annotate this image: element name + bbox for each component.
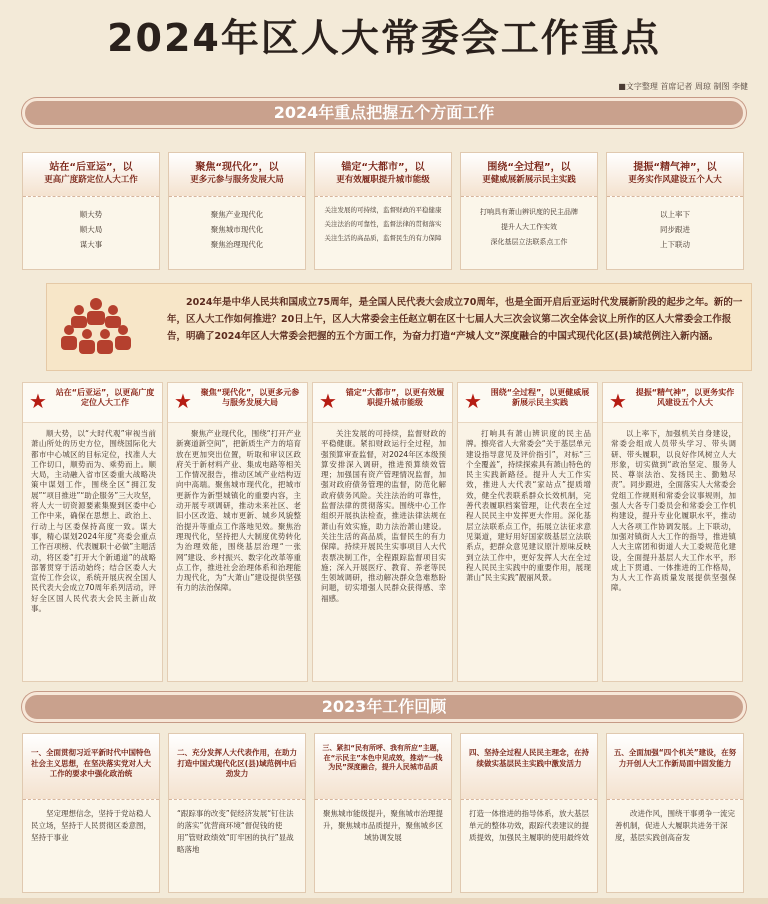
intro-box: [46, 283, 752, 371]
focus-card-4: [460, 152, 598, 270]
review-card-body: 聚焦城市能级提升，聚焦城市治理提升，聚焦城市品质提升，聚焦城乡区域协调发展: [323, 809, 443, 842]
review-card-heading: 三、紧扣“民有所呼、我有所应”主题，在“示民主”本色中见成效，推动“一线为民”深度融合，提升人民城市品质: [315, 734, 451, 800]
focus-item: 聚焦治理现代化: [210, 240, 264, 249]
review-card-4: [460, 733, 598, 893]
detail-column-body: 以上率下，加强机关自身建设，常委会组成人员带头学习、带头调研、带头履职，以良好作风树立人大形象，切实做到“政治坚定、服务人民、尊崇法治、发扬民主、勤勉尽责”。同步跟进，全面落实人大常委会党组工作规则和常委会议事规则，加强人大各专门委员会和常委会工作机构建设，提升专业化履职水平，推动人大各项工作协调发展。上下联动，加强对镇街人大工作的指导，推进镇人大主席团和街道人大工委规范化建设，全面提升基层人大工作水平，形成上下贯通、一体推进的工作格局，为人大工作高质量发展提供坚强保障。: [611, 429, 736, 593]
focus-card-head: [23, 153, 159, 197]
detail-column-body: 顺大势，以“大时代观”审视当前萧山所处的历史方位，围绕国际化大都市中心城区的目标定位，找准人大工作切口，顺势而为、乘势而上。顺大局，主动融入省市区委重大战略决策中谋划工作，围绕全区“拥江发展”“项目推进”“助企服务”三大攻坚，将人大一切资源要素集聚到区委中心工作中来，确保在思想上、政治上、行动上与区委保持高度一致。谋大事，精心谋划2024年度“亮委会重点工作百项榜、代表履职十必做”主题活动，将区委“打开大个新通道”的战略部署贯穿于活动始终；结合区委人大宣传工作会议，系统开展庆祝全国人民代表大会成立70周年系列活动，评好全区国人民代表大会民主新山故事。: [31, 429, 156, 614]
detail-column-title: 围绕“全过程”，以更健威展新展示民主实践: [490, 388, 590, 407]
review-card-body: 坚定理想信念，坚持于党站稳人民立场，坚持于人民贯彻区委意图，坚持于事业: [31, 809, 151, 842]
focus-card-heading: 围绕“全过程”，以: [487, 162, 571, 173]
star-icon: ★: [464, 389, 482, 413]
focus-card-head: [315, 153, 451, 197]
focus-item: 顺大势: [79, 210, 103, 219]
detail-column-body: 打响具有萧山辨识度的民主品牌。擦亮省人大常委会“关于基层单元建设指导意见及评价指引”，对标“三个全覆盖”，持续探索具有萧山特色的民主实践新路径。提升人大工作实效，推进人大代表“家站点”提质增效，健全代表联系群众长效机制，完善代表履职档案管理，让代表在全过程人民民主中发挥更大作用。深化基层立法联系点工作，拓展立法征求意见渠道，建好用好国家级基层立法联系点，把群众意见建议原汁原味反映到立法工作中，更好发挥人大在全过程人民民主实践中的重要作用，展现萧山“民主实践”靓丽风景。: [466, 429, 591, 583]
focus-card-subheading: 更高广度跻定位人大工作: [44, 175, 138, 185]
focus-card-items: [461, 197, 597, 250]
credit-line: ■文字整理 首席记者 周琼 制图 李健: [618, 82, 748, 91]
detail-column-2: [167, 382, 308, 682]
focus-card-1: [22, 152, 160, 270]
section-banner-2023: [22, 692, 746, 722]
detail-column-head: [458, 383, 597, 423]
review-card-1: [22, 733, 160, 893]
star-icon: ★: [609, 389, 627, 413]
intro-text: 2024年是中华人民共和国成立75周年，是全国人民代表大会成立70周年，也是全面开启后亚运时代发展新阶段的起步之年。新的一年，区人大工作如何推进？20日上午，区人大常委会主任赵立朝在区十七届人大三次会议第二次全体会议上所作的区人大常委会工作报告，明确了2024年区人大常委会把握的五个方面工作，为奋力打造“产城人文”深度融合的中国式现代化区(县)域范例注入新内涵。: [167, 297, 743, 342]
focus-item: 打响具有萧山辨识度的民主品牌: [480, 208, 578, 216]
focus-card-items: [315, 197, 451, 245]
detail-column-4: [457, 382, 598, 682]
star-icon: ★: [29, 389, 47, 413]
focus-card-head: [169, 153, 305, 197]
focus-item: 同步跟进: [660, 225, 690, 234]
detail-column-head: [168, 383, 307, 423]
detail-column-body: 关注发展的可持续，监督财政的平稳健康。紧扣财政运行全过程，加强预算审查监督，对2024年区本级预算安排深入调研，推进预算绩效管理；加强国有资产管理情况监督，加强对政府债务管理的监督，防范化解政府债务风险。关注法治的可靠性，监督法律的贯彻落实。围绕中心工作组织开展执法检查，推进法律法规在萧山有效实施，助力法治萧山建设。关注生活的高品质，监督民生的有力保障。持续开展民生实事项目人大代表票决制工作，全程跟踪监督项目实施；深入开展医疗、教育、养老等民生领域调研，推动解决群众急难愁盼问题，切实增强人民群众获得感、幸福感。: [321, 429, 446, 603]
focus-card-head: [461, 153, 597, 197]
focus-item: 谋大事: [79, 240, 103, 249]
review-card-heading: 二、充分发挥人大代表作用，在助力打造中国式现代化区(县)域范例中后劲发力: [169, 734, 305, 800]
review-card-heading: 四、坚持全过程人民民主理念，在持续做实基层民主实践中激发活力: [461, 734, 597, 800]
focus-item: 关注法治的可靠性，监督法律的贯彻落实: [324, 220, 442, 228]
focus-card-subheading: 更多元参与服务发展大局: [190, 175, 284, 185]
focus-item: 以上率下: [660, 210, 690, 219]
page-title: 2024年区人大常委会工作重点: [107, 16, 661, 60]
focus-item: 提升人大工作实效: [501, 223, 557, 231]
focus-card-heading: 提振“精气神”，以: [633, 162, 717, 173]
focus-item: 顺大局: [79, 225, 103, 234]
review-card-5: [606, 733, 744, 893]
detail-column-head: [23, 383, 162, 423]
focus-card-3: [314, 152, 452, 270]
review-card-body: 改进作风，围绕干事勇争一流完善机制，促进人大履职共进务干深度，基层实践创高奋发: [615, 809, 735, 842]
review-card-2: [168, 733, 306, 893]
focus-card-heading: 锚定“大都市”，以: [341, 162, 425, 173]
detail-column-head: [603, 383, 742, 423]
detail-column-5: [602, 382, 743, 682]
review-card-3: [314, 733, 452, 893]
footer-divider: [0, 898, 768, 904]
detail-column-title: 站在“后亚运”，以更高广度定位人大工作: [55, 388, 155, 407]
detail-column-body: 聚焦产业现代化，围绕“打开产业新赛道新空间”，把新质生产力的培育放在更加突出位置，听取和审议区政府关于新材料产业、集成电路等相关工作情况报告，推动区域产业结构迈向中高端。聚焦城市现代化，把城市更新作为新型城镇化的重要内容，主动开展专项调研，推动未来社区、老旧小区改造、城市更新、城乡风貌整治提升等重点工作落地见效。聚焦治理现代化，坚持把人大制度优势转化为治理效能，围绕基层治理“一张网”建设、乡村振兴、数字化改革等重点工作，推进社会治理体系和治理能力现代化，为“大萧山”建设提供坚强有力的法治保障。: [176, 429, 301, 593]
focus-item: 聚焦产业现代化: [210, 210, 264, 219]
detail-column-title: 聚焦“现代化”，以更多元参与服务发展大局: [200, 388, 300, 407]
focus-item: 关注生活的高品质，监督民生的有力保障: [324, 234, 442, 242]
review-card-body: 打造一体推进的指导体系，放大基层单元的整体功效，跟踪代表建议的提质提效，加强民主履职的使用最终效: [469, 809, 589, 842]
detail-column-3: [312, 382, 453, 682]
section-title-2024: 2024年重点把握五个方面工作: [273, 103, 495, 122]
detail-column-head: [313, 383, 452, 423]
focus-item: 关注发展的可持续，监督财政的平稳健康: [324, 206, 442, 214]
review-card-heading: 五、全面加强“四个机关”建设，在努力开创人大工作新局面中固发能力: [607, 734, 743, 800]
focus-card-heading: 聚焦“现代化”，以: [195, 162, 279, 173]
meeting-people-icon: [57, 296, 135, 360]
focus-card-subheading: 更有效履职提升城市能级: [336, 175, 430, 185]
focus-card-items: [23, 197, 159, 252]
detail-column-title: 锚定“大都市”，以更有效履职提升城市能级: [345, 388, 445, 407]
focus-card-2: [168, 152, 306, 270]
section-banner-2024: [22, 98, 746, 128]
detail-column-title: 提振“精气神”，以更务实作风建设五个人大: [635, 388, 735, 407]
star-icon: ★: [319, 389, 337, 413]
focus-card-items: [169, 197, 305, 252]
focus-card-heading: 站在“后亚运”，以: [49, 162, 133, 173]
focus-card-subheading: 更务实作风建设五个人大: [628, 175, 722, 185]
focus-card-5: [606, 152, 744, 270]
focus-item: 聚焦城市现代化: [210, 225, 264, 234]
focus-card-head: [607, 153, 743, 197]
section-title-2023: 2023年工作回顾: [321, 697, 447, 716]
focus-card-items: [607, 197, 743, 252]
detail-column-1: [22, 382, 163, 682]
review-card-heading: 一、全面贯彻习近平新时代中国特色社会主义思想，在坚决落实党对人大工作的要求中强化政治统: [23, 734, 159, 800]
focus-card-subheading: 更健威展新展示民主实践: [482, 175, 576, 185]
review-card-body: “跟踪事的改变”促经济发展“钉住法的落实”优营商环境“督促钱的使用”管财政绩效“盯牢困的执行”显战略落地: [177, 809, 294, 854]
star-icon: ★: [174, 389, 192, 413]
focus-item: 深化基层立法联系点工作: [490, 238, 568, 246]
focus-item: 上下联动: [660, 240, 690, 249]
